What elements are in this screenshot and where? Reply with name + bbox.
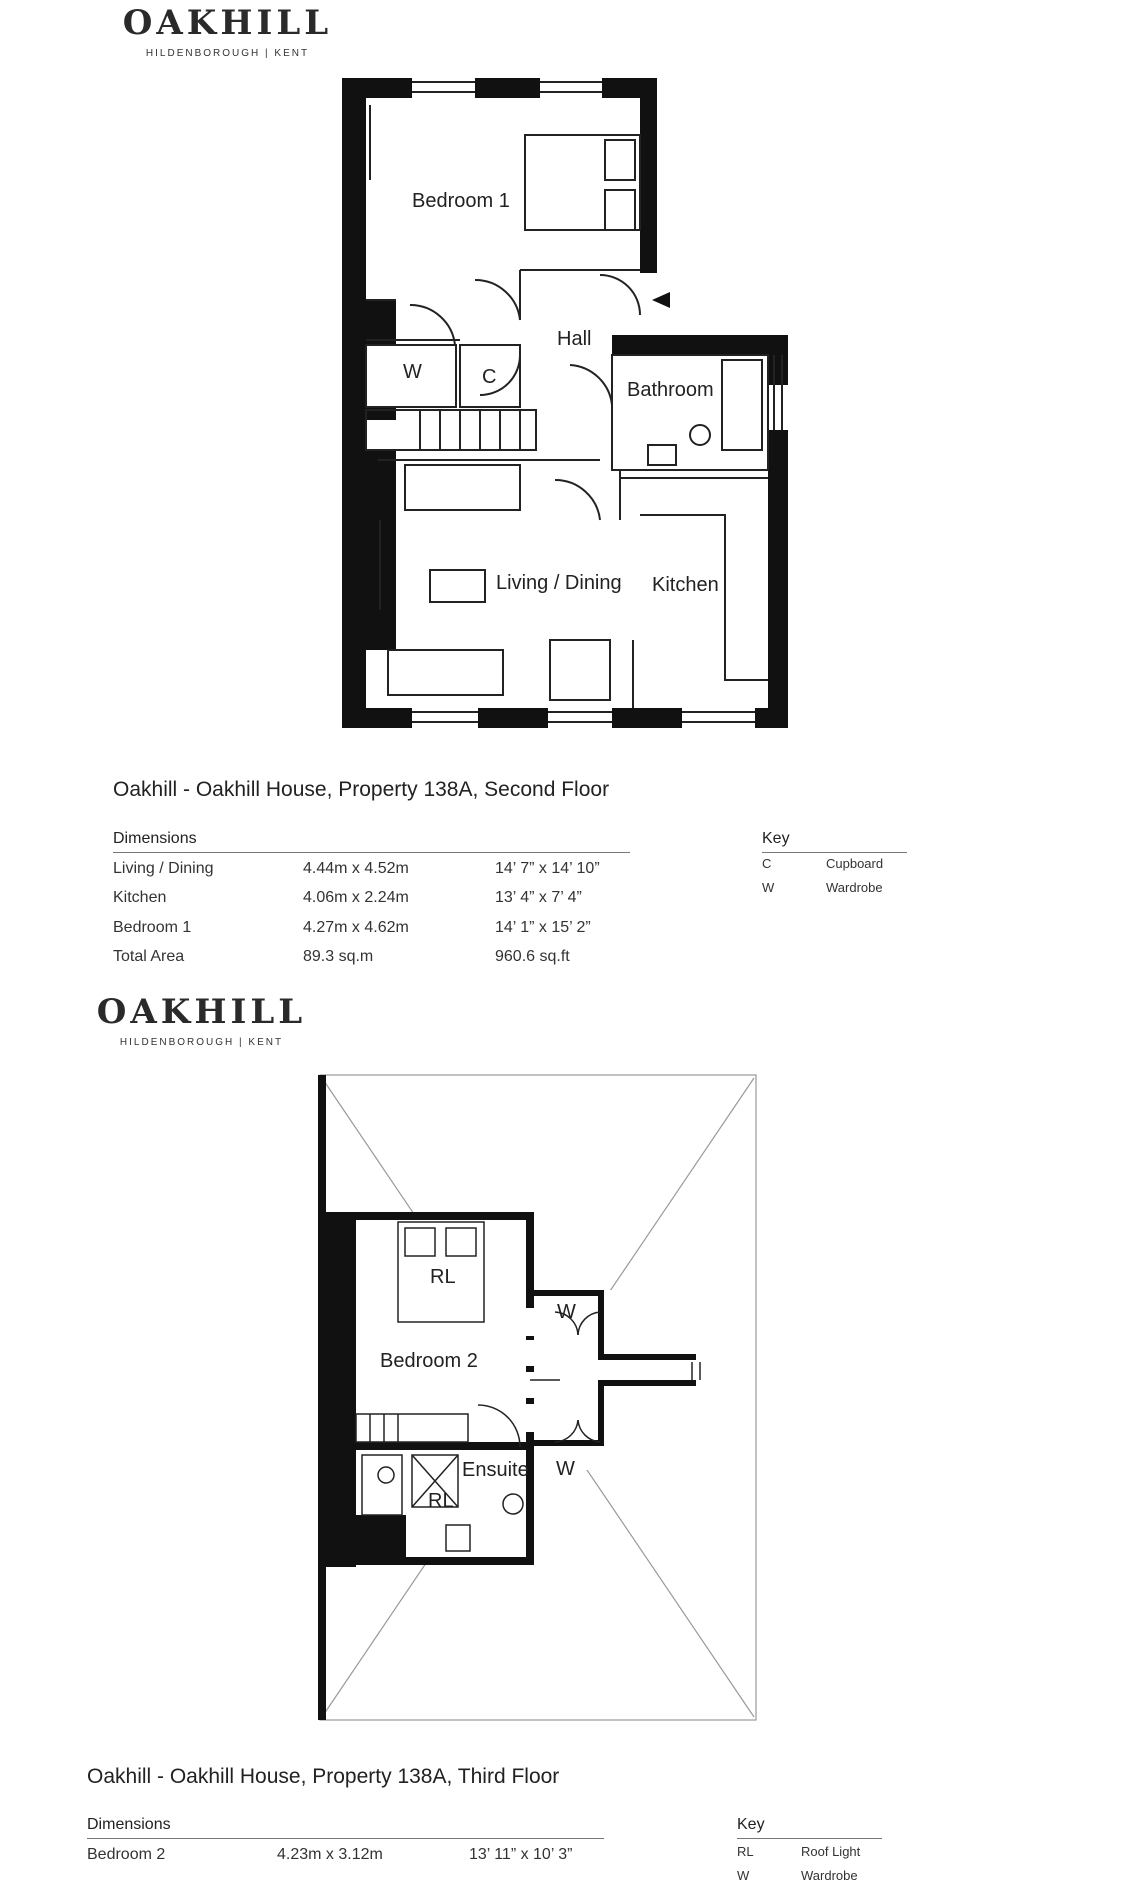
second-floor-interior-lines: [366, 82, 782, 722]
dimensions-heading: Dimensions: [87, 1816, 171, 1833]
oakhill-logo-bottom: [94, 993, 309, 1048]
logo-location: HILDENBOROUGH | KENT: [145, 48, 310, 59]
second-floor-dimensions-table: [113, 830, 633, 970]
third-floor-title: Oakhill - Oakhill House, Property 138A, Third Floor: [87, 1765, 560, 1788]
dim-room: Kitchen: [113, 889, 167, 906]
dim-metric: 4.23m x 3.12m: [277, 1846, 383, 1863]
key-label: Wardrobe: [826, 880, 883, 895]
key-label: Cupboard: [826, 856, 884, 871]
room-label-living-dining: Living / Dining: [496, 572, 622, 594]
key-divider: [737, 1838, 882, 1839]
second-floor-key: [762, 830, 922, 900]
dim-imperial: 13’ 11” x 10’ 3”: [469, 1846, 573, 1863]
dim-room: Bedroom 1: [113, 919, 192, 936]
room-label-ensuite: Ensuite: [462, 1459, 529, 1481]
room-label-hall: Hall: [557, 328, 592, 350]
second-floor-plan: [0, 0, 1142, 750]
logo-brand-name: OAKHILL: [122, 3, 333, 43]
second-floor-title: Oakhill - Oakhill House, Property 138A, Second Floor: [113, 778, 610, 801]
key-code: C: [762, 856, 772, 871]
key-code: W: [737, 1868, 750, 1883]
dim-metric: 4.27m x 4.62m: [303, 919, 409, 936]
room-label-roof-light-ensuite: RL: [428, 1490, 454, 1512]
room-label-bedroom-1: Bedroom 1: [412, 190, 510, 212]
dim-metric: 4.06m x 2.24m: [303, 889, 409, 906]
dimensions-divider: [87, 1838, 604, 1839]
third-floor-plan: [0, 1060, 1142, 1730]
dim-room: Bedroom 2: [87, 1846, 166, 1863]
dimensions-divider: [113, 852, 630, 853]
dim-room: Living / Dining: [113, 860, 214, 877]
room-label-wardrobe: W: [403, 361, 422, 383]
room-label-wardrobe-bottom: W: [556, 1458, 575, 1480]
room-label-kitchen: Kitchen: [652, 574, 719, 596]
key-code: RL: [737, 1844, 754, 1859]
room-label-bedroom-2: Bedroom 2: [380, 1350, 478, 1372]
logo-brand-name: OAKHILL: [96, 992, 307, 1032]
dim-imperial: 13’ 4” x 7’ 4”: [495, 889, 582, 906]
dim-imperial: 14’ 1” x 15’ 2”: [495, 919, 591, 936]
key-divider: [762, 852, 907, 853]
dim-imperial: 960.6 sq.ft: [495, 948, 570, 965]
dim-room: Total Area: [113, 948, 185, 965]
entrance-arrow: [652, 292, 670, 308]
logo-location: HILDENBOROUGH | KENT: [119, 1037, 284, 1048]
dim-imperial: 14’ 7” x 14’ 10”: [495, 860, 600, 877]
key-label: Roof Light: [801, 1844, 861, 1859]
room-label-cupboard: C: [482, 366, 497, 388]
third-floor-dimensions-table: [87, 1816, 607, 1876]
dim-metric: 4.44m x 4.52m: [303, 860, 409, 877]
key-code: W: [762, 880, 775, 895]
room-label-wardrobe-top: W: [557, 1301, 576, 1323]
key-heading: Key: [762, 830, 790, 847]
dim-metric: 89.3 sq.m: [303, 948, 374, 965]
room-label-roof-light-bedroom: RL: [430, 1266, 456, 1288]
key-heading: Key: [737, 1816, 765, 1833]
third-floor-key: [737, 1816, 897, 1892]
dimensions-heading: Dimensions: [113, 830, 197, 847]
room-label-bathroom: Bathroom: [627, 379, 714, 401]
key-label: Wardrobe: [801, 1868, 858, 1883]
